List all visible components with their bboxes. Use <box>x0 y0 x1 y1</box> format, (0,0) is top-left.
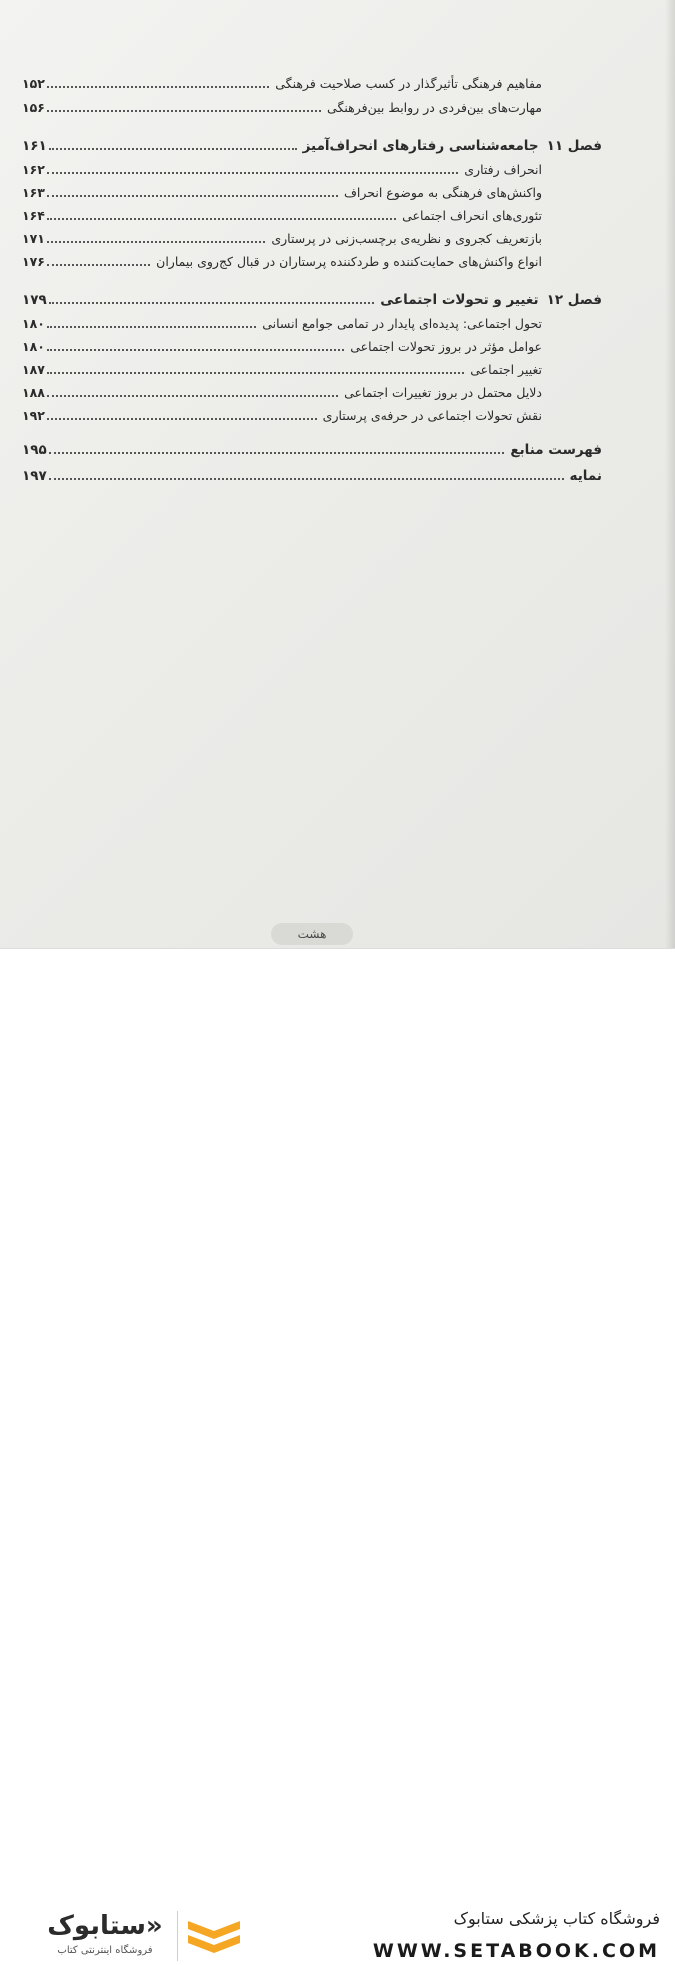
toc-item-label: تئوری‌های انحراف اجتماعی <box>402 208 542 223</box>
toc-row[interactable] <box>22 310 602 332</box>
store-logo-wordmark: «ستابوک <box>47 1911 163 1941</box>
toc-item-label: تغییر اجتماعی <box>470 362 542 377</box>
dot-leader <box>49 452 505 454</box>
dot-leader <box>47 241 265 243</box>
chapter-number: فصل ۱۱ <box>546 138 602 154</box>
toc-row[interactable] <box>22 333 602 355</box>
chapter-number: فصل ۱۲ <box>546 292 602 308</box>
dot-leader <box>47 372 464 374</box>
toc-item-page: ۱۸۰ <box>22 316 45 331</box>
toc-item-page: ۱۸۸ <box>22 385 45 400</box>
toc-row[interactable] <box>22 156 602 178</box>
toc-index[interactable] <box>22 462 602 484</box>
toc-row[interactable] <box>22 356 602 378</box>
toc-row[interactable] <box>22 94 602 116</box>
store-logo-tagline: فروشگاه اینترنتی کتاب <box>57 1945 153 1956</box>
toc-item-page: ۱۹۲ <box>22 408 45 423</box>
toc-item-page: ۱۶۴ <box>22 208 45 223</box>
dot-leader <box>47 86 269 88</box>
dot-leader <box>49 302 375 304</box>
store-url-link[interactable]: WWW.SETABOOK.COM <box>372 1940 660 1962</box>
toc-item-page: ۱۵۲ <box>22 76 45 91</box>
book-page <box>0 0 675 948</box>
toc-item-page: ۱۷۶ <box>22 254 45 269</box>
toc-row[interactable] <box>22 402 602 424</box>
toc-item-page: ۱۵۶ <box>22 100 45 115</box>
chapter-title: تغییر و تحولات اجتماعی <box>380 292 539 308</box>
toc-item-label: مهارت‌های بین‌فردی در روابط بین‌فرهنگی <box>327 100 542 115</box>
dot-leader <box>47 110 321 112</box>
toc-item-page: ۱۸۰ <box>22 339 45 354</box>
dot-leader <box>49 148 297 150</box>
toc-row[interactable] <box>22 70 602 92</box>
toc-item-label: عوامل مؤثر در بروز تحولات اجتماعی <box>350 339 542 354</box>
toc-item-page: ۱۷۱ <box>22 231 45 246</box>
toc-item-page: ۱۶۳ <box>22 185 45 200</box>
toc-item-label: تحول اجتماعی: پدیده‌ای پایدار در تمامی جوامع انسانی <box>262 316 542 331</box>
toc-item-page: ۱۶۲ <box>22 162 45 177</box>
dot-leader <box>47 172 458 174</box>
toc-row[interactable] <box>22 202 602 224</box>
toc-item-page: ۱۸۷ <box>22 362 45 377</box>
dot-leader <box>47 195 338 197</box>
book-stack-logo-icon <box>186 1917 242 1957</box>
references-label: فهرست منابع <box>510 442 602 458</box>
dot-leader <box>47 418 317 420</box>
logo-divider <box>177 1911 178 1961</box>
dot-leader <box>47 218 396 220</box>
references-page: ۱۹۵ <box>22 442 47 458</box>
toc-references[interactable] <box>22 436 602 458</box>
dot-leader <box>47 326 256 328</box>
store-banner <box>0 948 675 1962</box>
toc-row[interactable] <box>22 248 602 270</box>
toc-chapter-11[interactable] <box>22 132 602 154</box>
page-number: هشت <box>271 923 353 945</box>
dot-leader <box>47 264 150 266</box>
toc-chapter-12[interactable] <box>22 286 602 308</box>
chapter-title: جامعه‌شناسی رفتارهای انحراف‌آمیز <box>302 138 539 154</box>
toc-row[interactable] <box>22 225 602 247</box>
dot-leader <box>47 395 338 397</box>
toc-item-label: انحراف رفتاری <box>464 162 542 177</box>
index-label: نمایه <box>569 468 602 484</box>
store-name: فروشگاه کتاب پزشکی ستابوک <box>453 1909 660 1928</box>
chapter-page: ۱۶۱ <box>22 138 47 154</box>
toc-item-label: دلایل محتمل در بروز تغییرات اجتماعی <box>344 385 542 400</box>
toc-item-label: انواع واکنش‌های حمایت‌کننده و طردکننده پرستاران در قبال کج‌روی بیماران <box>156 254 542 269</box>
index-page: ۱۹۷ <box>22 468 47 484</box>
toc-row[interactable] <box>22 379 602 401</box>
toc-item-label: نقش تحولات اجتماعی در حرفه‌ی پرستاری <box>322 408 542 423</box>
dot-leader <box>47 349 344 351</box>
chapter-page: ۱۷۹ <box>22 292 47 308</box>
toc-item-label: واکنش‌های فرهنگی به موضوع انحراف <box>343 185 542 200</box>
toc-item-label: مفاهیم فرهنگی تأثیرگذار در کسب صلاحیت فرهنگی <box>275 76 542 91</box>
toc-item-label: بازتعریف کجروی و نظریه‌ی برچسب‌زنی در پرستاری <box>271 231 542 246</box>
toc-row[interactable] <box>22 179 602 201</box>
dot-leader <box>49 478 564 480</box>
page-edge-shadow <box>665 0 675 948</box>
